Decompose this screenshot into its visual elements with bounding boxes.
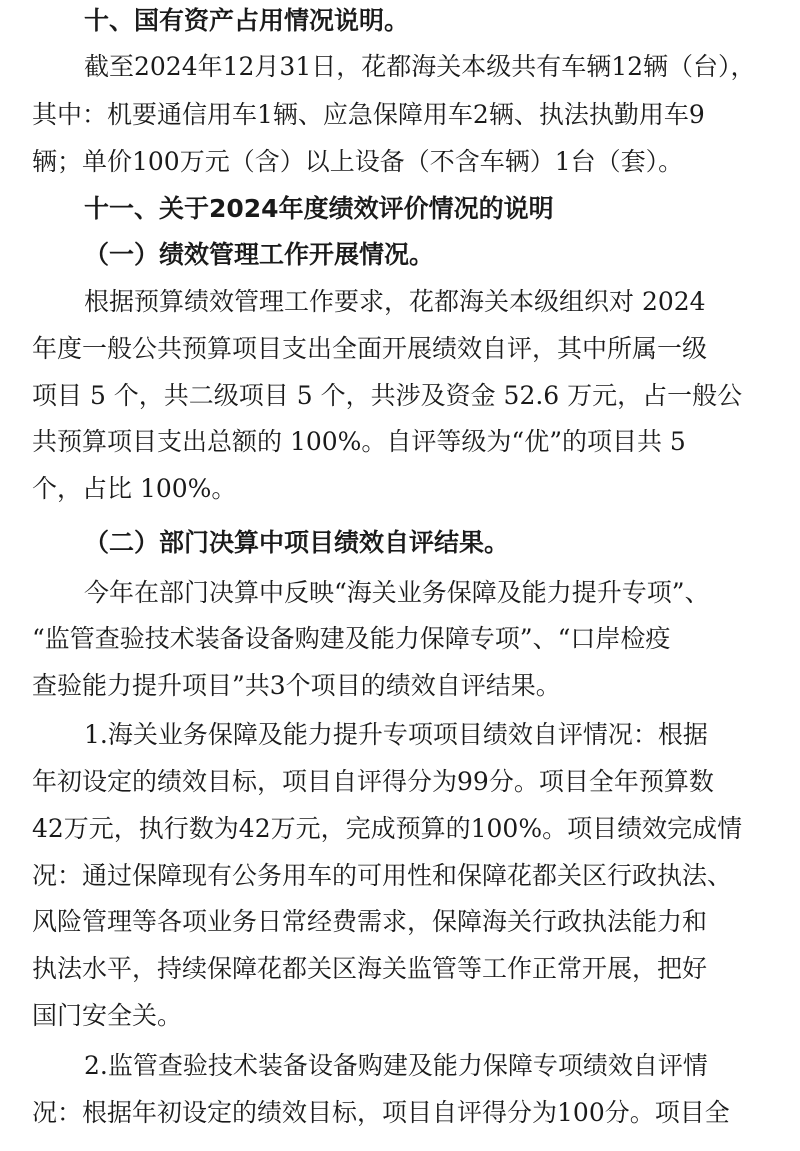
paragraph-line: 风险管理等各项业务日常经费需求，保障海关行政执法能力和 xyxy=(32,907,708,936)
paragraph-line: 其中：机要通信用车1辆、应急保障用车2辆、执法执勤用车9 xyxy=(32,100,705,129)
paragraph-line: 根据预算绩效管理工作要求，花都海关本级组织对 2024 xyxy=(84,287,706,316)
paragraph-line: 1.海关业务保障及能力提升专项项目绩效自评情况：根据 xyxy=(84,720,708,749)
paragraph-line: 2.监管查验技术装备设备购建及能力保障专项绩效自评情 xyxy=(84,1051,708,1080)
paragraph-line: 年初设定的绩效目标，项目自评得分为99分。项目全年预算数 xyxy=(32,767,714,796)
section-heading-10: 十、国有资产占用情况说明。 xyxy=(84,6,410,35)
paragraph-line: 辆；单价100万元（含）以上设备（不含车辆）1台（套）。 xyxy=(32,147,684,176)
paragraph-line: 国门安全关。 xyxy=(32,1001,183,1030)
paragraph-line: 况：通过保障现有公务用车的可用性和保障花都关区行政执法、 xyxy=(32,861,733,890)
paragraph-line: 况：根据年初设定的绩效目标，项目自评得分为100分。项目全 xyxy=(32,1098,730,1127)
paragraph-line: 共预算项目支出总额的 100%。自评等级为“优”的项目共 5 xyxy=(32,427,686,456)
paragraph-line: 42万元，执行数为42万元，完成预算的100%。项目绩效完成情 xyxy=(32,814,743,843)
subsection-heading-1: （一）绩效管理工作开展情况。 xyxy=(84,240,435,269)
paragraph-line: 年度一般公共预算项目支出全面开展绩效自评，其中所属一级 xyxy=(32,334,708,363)
paragraph-line: 查验能力提升项目”共3个项目的绩效自评结果。 xyxy=(32,671,561,700)
subsection-heading-2: （二）部门决算中项目绩效自评结果。 xyxy=(84,528,510,557)
paragraph-line: 执法水平，持续保障花都关区海关监管等工作正常开展，把好 xyxy=(32,954,708,983)
paragraph-line: 个，占比 100%。 xyxy=(32,474,237,503)
section-heading-11: 十一、关于2024年度绩效评价情况的说明 xyxy=(84,194,554,223)
paragraph-line: 截至2024年12月31日，花都海关本级共有车辆12辆（台）， xyxy=(84,52,756,81)
paragraph-line: 今年在部门决算中反映“海关业务保障及能力提升专项”、 xyxy=(84,578,710,607)
paragraph-line: “监管查验技术装备设备购建及能力保障专项”、“口岸检疫 xyxy=(32,624,671,653)
paragraph-line: 项目 5 个，共二级项目 5 个，共涉及资金 52.6 万元，占一般公 xyxy=(32,381,743,410)
